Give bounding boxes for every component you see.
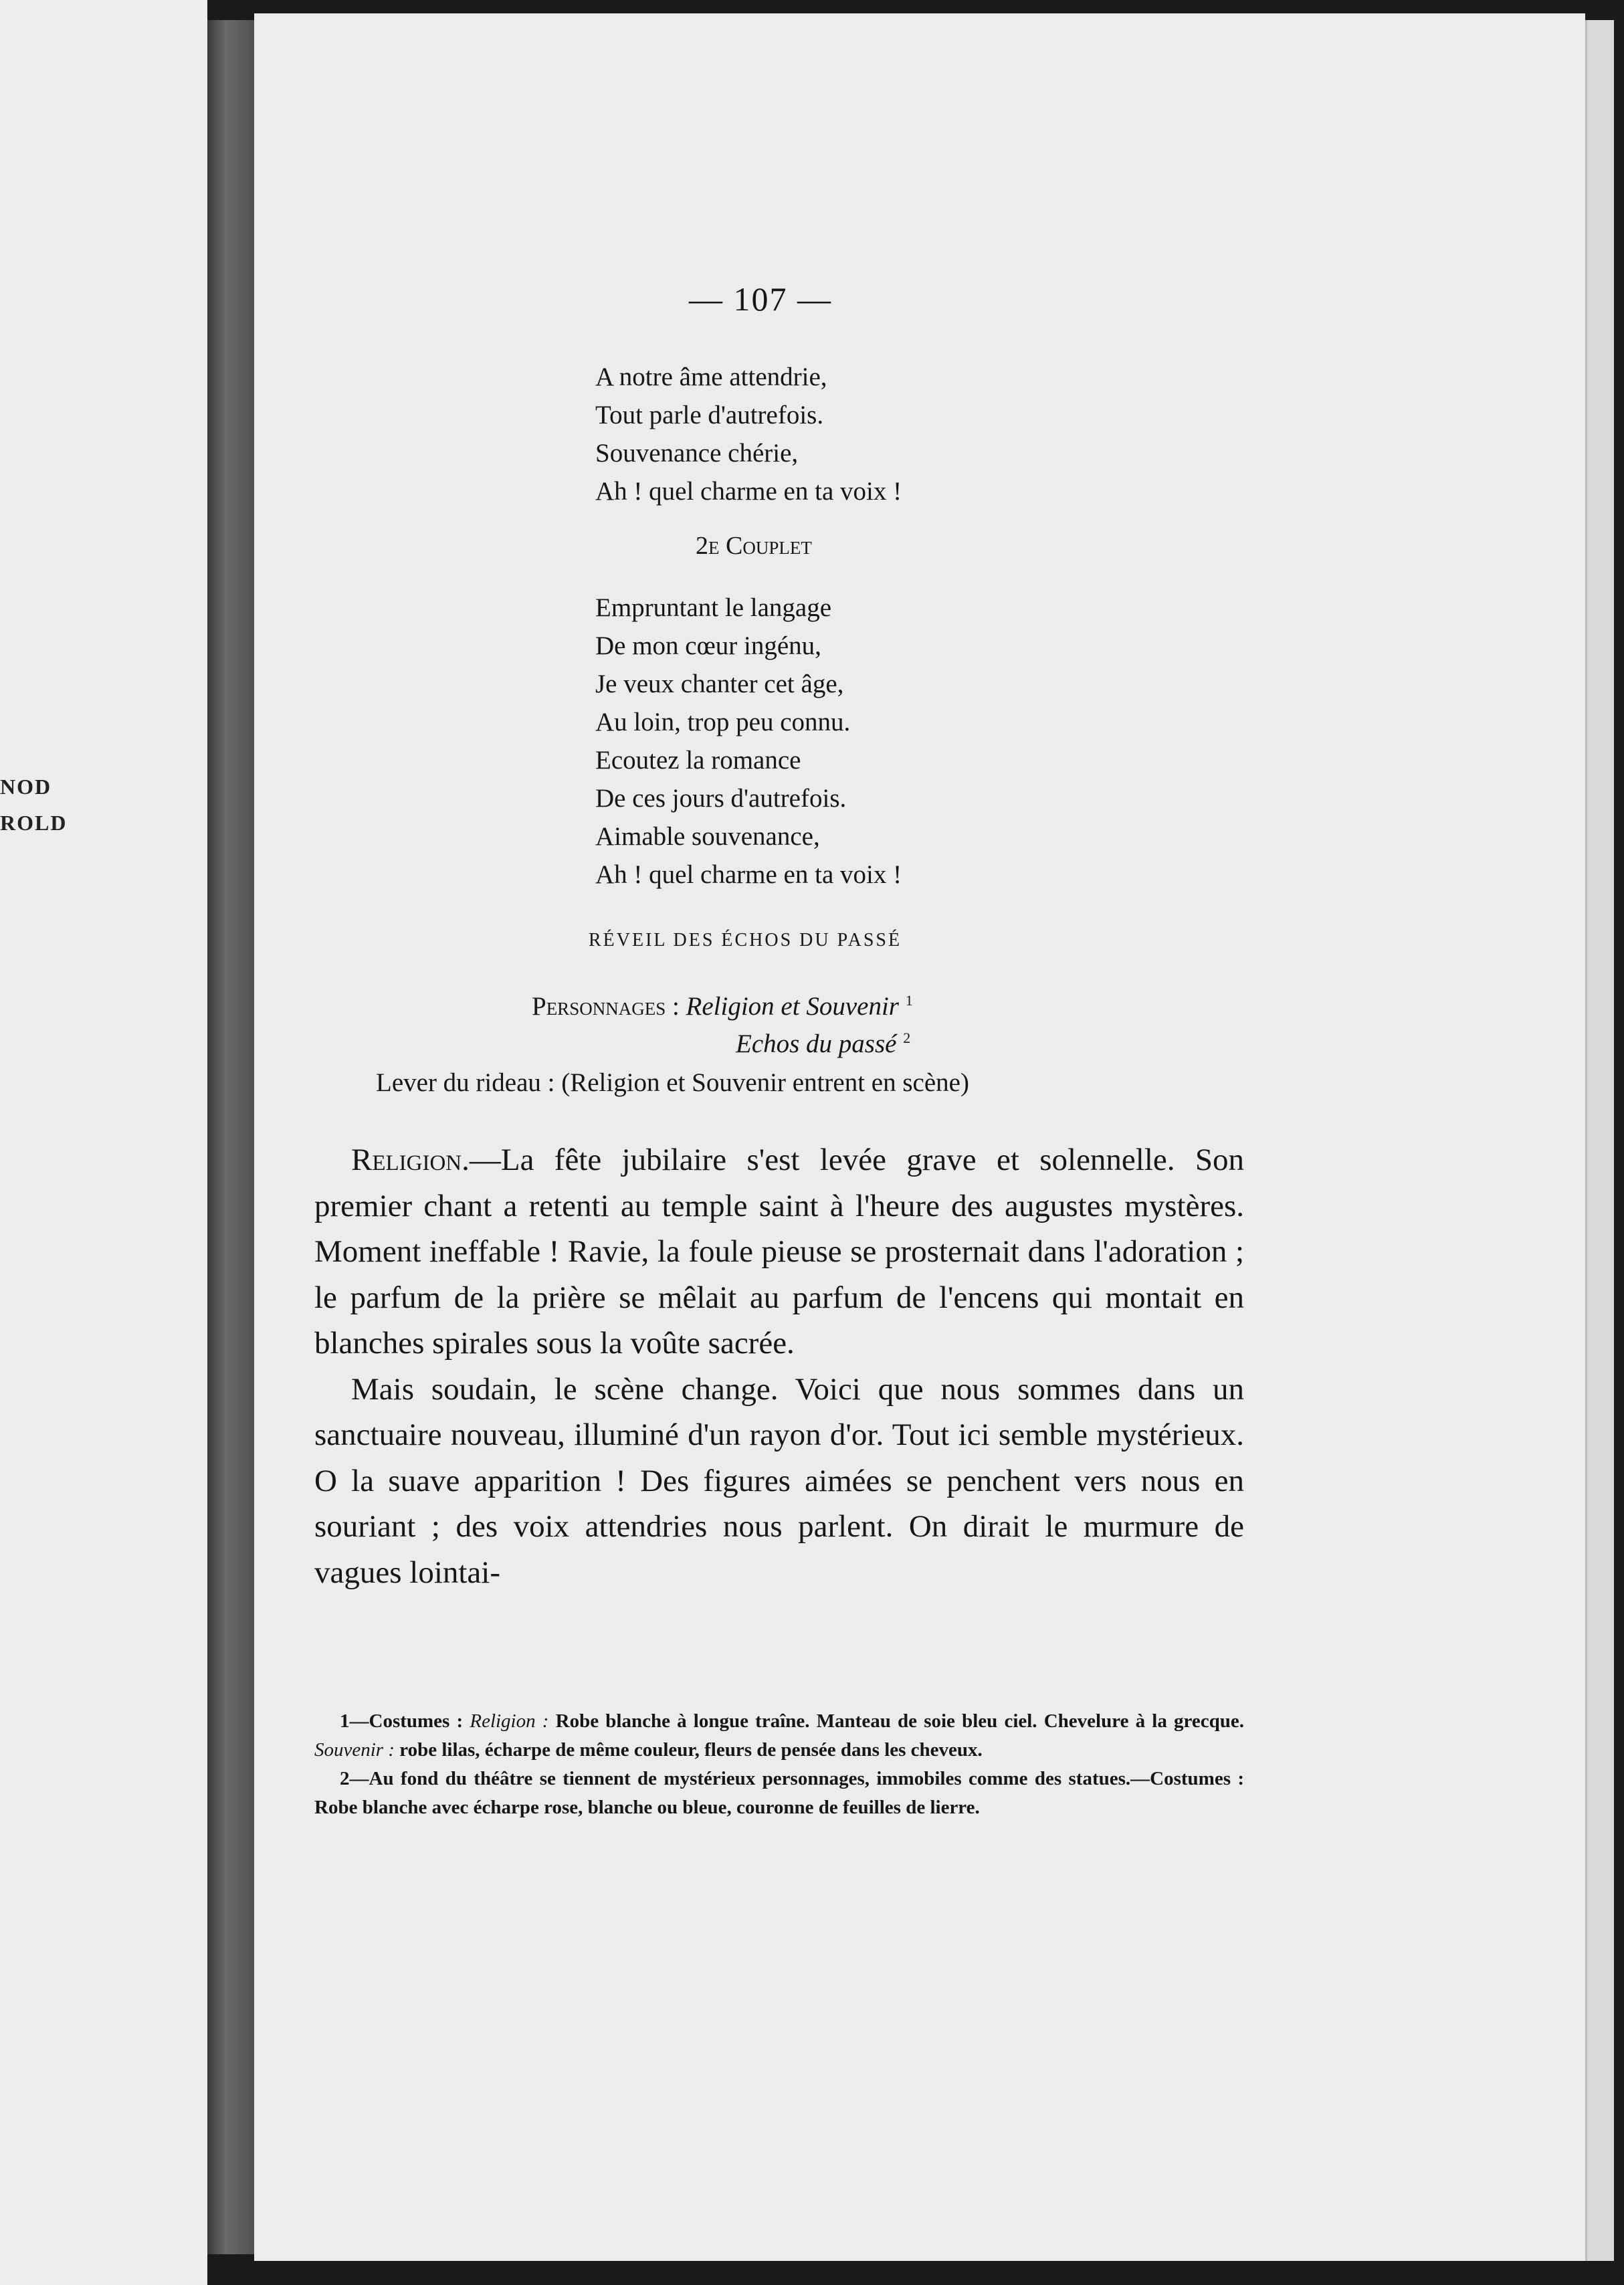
margin-fragment-1: NOD — [0, 775, 52, 799]
paragraph-1 — [314, 1137, 1244, 1367]
footnote-ref-1: 1 — [905, 992, 913, 1009]
verse-line: Empruntant le langage — [595, 593, 832, 622]
stanza-2 — [595, 589, 902, 894]
footnote-2: 2—Au fond du théâtre se tiennent de mystérieux personnages, immobiles comme des statues.—Costumes : Robe blanche avec écharpe rose, blanche ou bleue, couronne de feuilles de lierre. — [314, 1768, 1244, 1818]
footnote-1-text-1: Robe blanche à longue traîne. Manteau de soie bleu ciel. Chevelure à la grecque. — [555, 1710, 1245, 1732]
footnote-1-lead: 1—Costumes : — [340, 1710, 464, 1732]
footnote-1 — [314, 1707, 1244, 1765]
cast-role-2: Echos du passé — [736, 1029, 897, 1058]
curtain-label: Lever du rideau : — [376, 1068, 555, 1097]
verse-line: De mon cœur ingénu, — [595, 631, 821, 660]
stanza-1 — [595, 358, 902, 510]
footnotes — [314, 1707, 1244, 1822]
footnote-ref-2: 2 — [903, 1029, 911, 1046]
verse-line: Je veux chanter cet âge, — [595, 670, 844, 698]
margin-fragment-2: ROLD — [0, 811, 68, 835]
couplet-heading: 2e Couplet — [696, 532, 812, 560]
cast-label: Personnages : — [532, 992, 680, 1021]
verse-line: Ah ! quel charme en ta voix ! — [595, 477, 902, 506]
paragraph-2: Mais soudain, le scène change. Voici que nous sommes dans un sanctuaire nouveau, illuminé d'un rayon d'or. Tout ici semble mystérieux. O la suave apparition ! Des figures aimées se penchent vers nous en souriant ; des voix attendries nous parlent. On dirait le murmure de vagues lointai- — [314, 1371, 1244, 1590]
verse-line: Ecoutez la romance — [595, 746, 801, 775]
cast-line-1 — [532, 991, 913, 1021]
verse-line: Tout parle d'autrefois. — [595, 401, 824, 429]
cast-role-1: Religion et Souvenir — [686, 992, 899, 1021]
scene-heading: RÉVEIL DES ÉCHOS DU PASSÉ — [589, 930, 902, 951]
footnote-1-role-2: Souvenir : — [314, 1739, 395, 1761]
left-facing-page — [0, 0, 207, 2285]
book-gutter — [207, 20, 254, 2254]
verse-line: De ces jours d'autrefois. — [595, 784, 847, 813]
page-number: — 107 — — [689, 280, 832, 318]
verse-line: Souvenance chérie, — [595, 439, 799, 468]
verse-line: Ah ! quel charme en ta voix ! — [595, 860, 902, 889]
verse-line: A notre âme attendrie, — [595, 363, 827, 391]
footnote-1-role-1: Religion : — [470, 1710, 549, 1732]
footnote-1-text-2: robe lilas, écharpe de même couleur, fleurs de pensée dans les cheveux. — [399, 1739, 983, 1761]
cast-line-2 — [736, 1029, 910, 1059]
prose-body — [314, 1137, 1244, 1595]
curtain-line — [376, 1068, 969, 1098]
curtain-text: (Religion et Souvenir entrent en scène) — [561, 1068, 969, 1097]
verse-line: Aimable souvenance, — [595, 822, 820, 851]
verse-line: Au loin, trop peu connu. — [595, 708, 851, 736]
speaker-name: Religion. — [351, 1142, 470, 1177]
page-edge — [1585, 20, 1614, 2261]
paragraph-1-text: —La fête jubilaire s'est levée grave et solennelle. Son premier chant a retenti au temple saint à l'heure des augustes mystères. Moment ineffable ! Ravie, la foule pieuse se prosternait dans l'adoration ; le parfum de la prière se mêlait au parfum de l'encens qui montait en blanches spirales sous la voûte sacrée. — [314, 1142, 1244, 1361]
